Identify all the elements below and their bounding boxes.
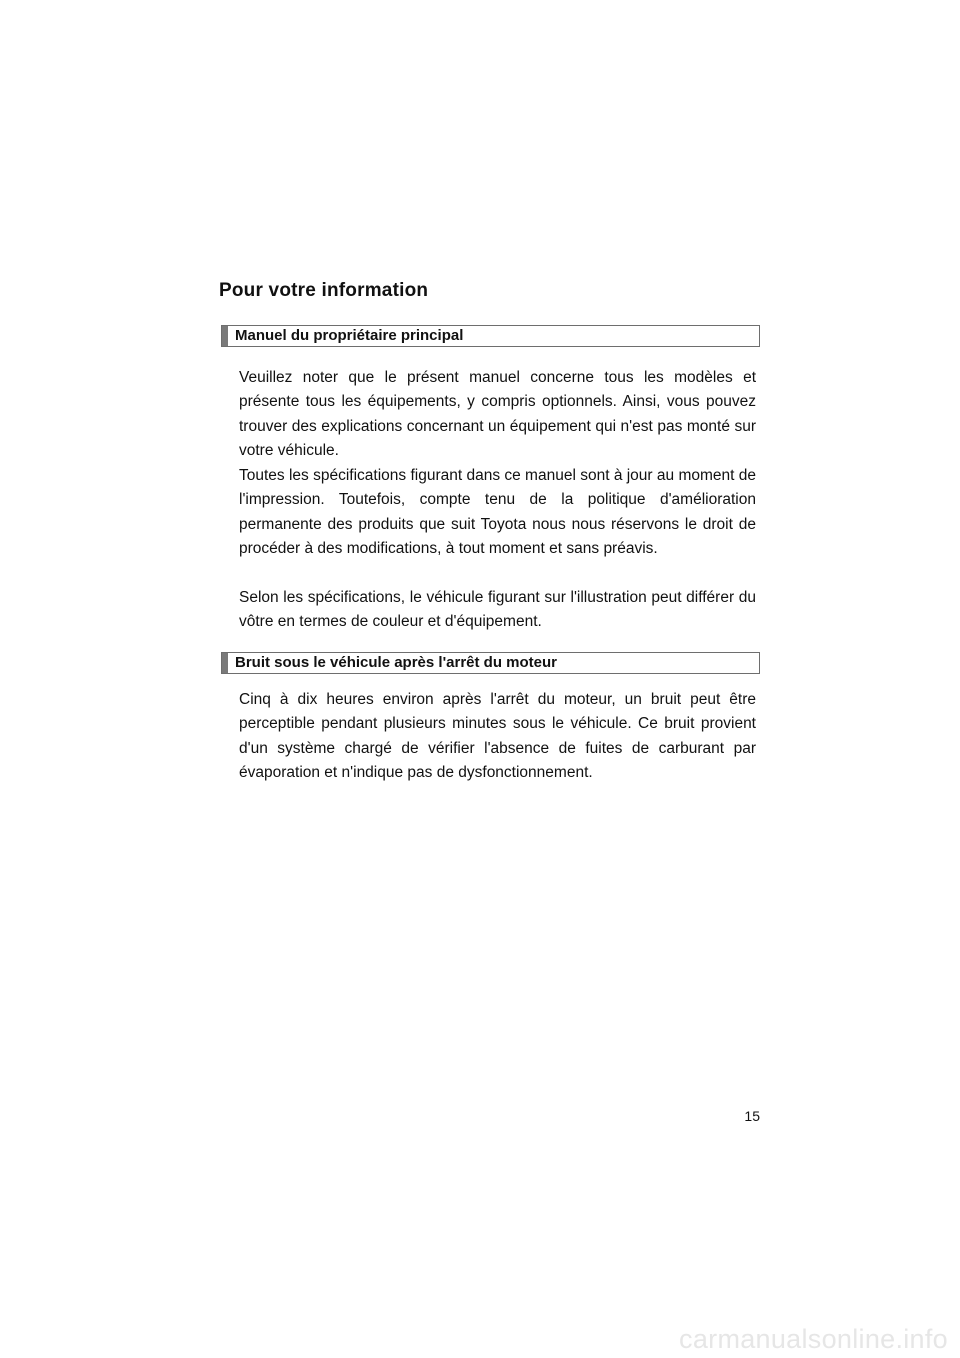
paragraph-illustration: Selon les spécifications, le véhicule figurant sur l'illustration peut différer du vôtre en termes de couleur et d'équipement. xyxy=(239,589,756,631)
paragraph-models-note: Veuillez noter que le présent manuel concerne tous les modèles et présente tous les équipements, y compris optionnels. Ainsi, vous pouvez trouver des explications concernant un équipement qui n'est pas monté sur votre véhicule. xyxy=(239,369,756,459)
watermark-logo: carmanualsonline.info xyxy=(679,1324,948,1354)
section-heading: Manuel du propriétaire principal xyxy=(235,327,464,344)
section-heading: Bruit sous le véhicule après l'arrêt du moteur xyxy=(235,654,557,671)
section-header-bar xyxy=(222,326,228,346)
paragraph-specifications: Toutes les spécifications figurant dans ce manuel sont à jour au moment de l'impression. Toutefois, compte tenu de la politique d'amélioration permanente des produits que suit Toyota nous nous réservons le droit de procéder à des modifications, à tout moment et sans préavis. xyxy=(239,467,756,557)
page-number: 15 xyxy=(744,1108,760,1124)
paragraph-noise-explanation: Cinq à dix heures environ après l'arrêt du moteur, un bruit peut être perceptible pendant plusieurs minutes sous le véhicule. Ce bruit provient d'un système chargé de vérifier l'absence de fuites de carburant par évaporation et n'indique pas de dysfonctionnement. xyxy=(239,691,756,781)
section-header-noise xyxy=(221,652,760,674)
section-header-bar xyxy=(222,653,228,673)
section-header-owners-manual xyxy=(221,325,760,347)
page-title: Pour votre information xyxy=(219,280,429,301)
